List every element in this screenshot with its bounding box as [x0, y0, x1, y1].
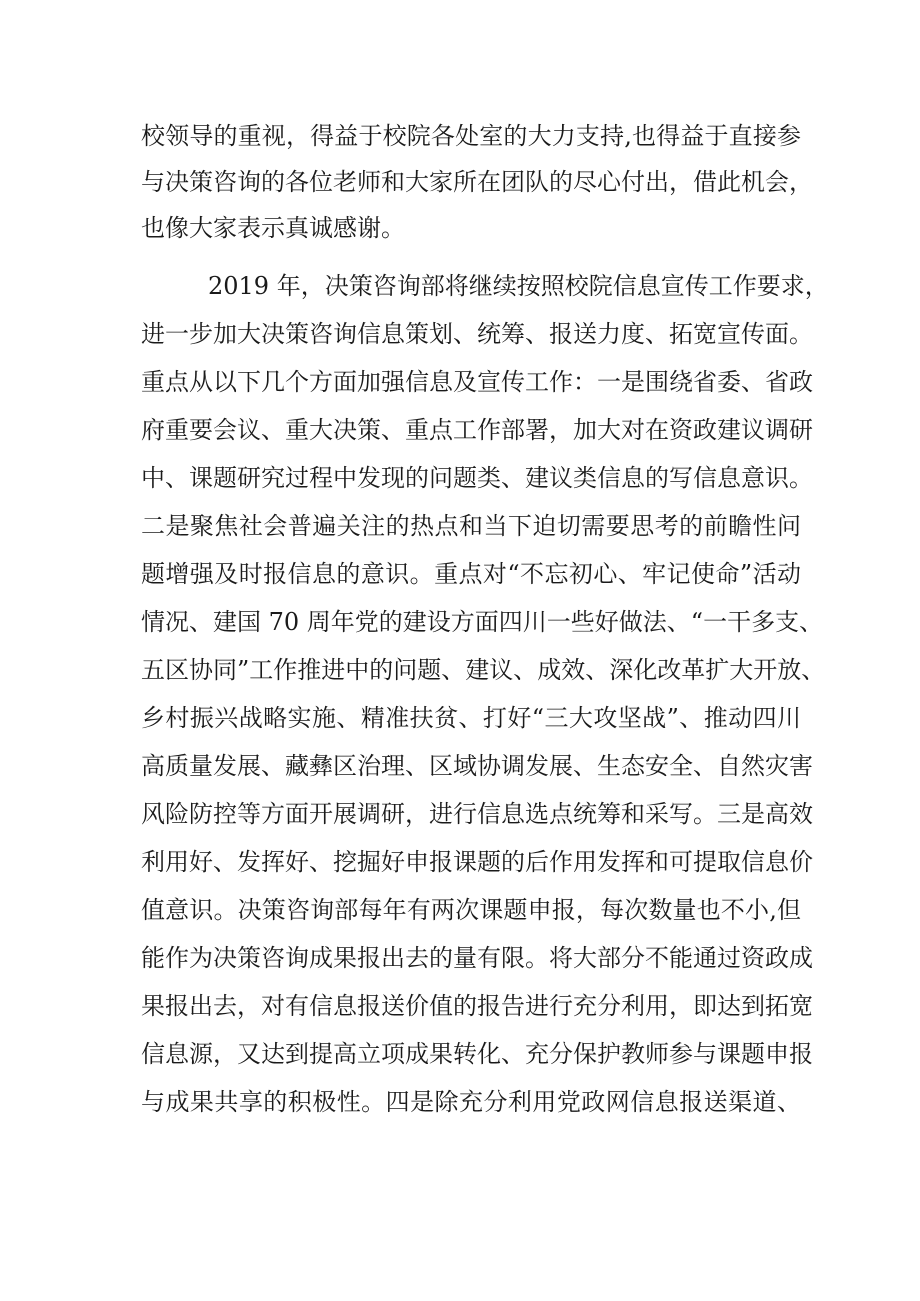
text-line: 二是聚焦社会普遍关注的热点和当下迫切需要思考的前瞻性问	[141, 512, 801, 540]
text-line: 果报出去，对有信息报送价值的报告进行充分利用，即达到拓宽	[141, 992, 813, 1020]
text-line: 校领导的重视，得益于校院各处室的大力支持,也得益于直接参	[141, 122, 801, 150]
text-line: 高质量发展、藏彝区治理、区域协调发展、生态安全、自然灾害	[141, 752, 813, 780]
paragraph-first-line: 2019 年，决策咨询部将继续按照校院信息宣传工作要求，	[208, 272, 829, 300]
text-line: 府重要会议、重大决策、重点工作部署，加大对在资政建议调研	[141, 416, 813, 444]
text-line: 信息源，又达到提高立项成果转化、充分保护教师参与课题申报	[141, 1040, 813, 1068]
text-line: 也像大家表示真诚感谢。	[141, 214, 405, 242]
text-line: 值意识。决策咨询部每年有两次课题申报，每次数量也不小,但	[141, 896, 801, 924]
text-line: 五区协同”工作推进中的问题、建议、成效、深化改革扩大开放、	[141, 656, 826, 684]
text-line: 进一步加大决策咨询信息策划、统筹、报送力度、拓宽宣传面。	[141, 320, 813, 348]
text-line: 情况、建国 70 周年党的建设方面四川一些好做法、“一干多支、	[141, 608, 824, 636]
text-line: 题增强及时报信息的意识。重点对“不忘初心、牢记使命”活动	[141, 560, 801, 588]
text-line: 中、课题研究过程中发现的问题类、建议类信息的写信息意识。	[141, 464, 813, 492]
text-line: 重点从以下几个方面加强信息及宣传工作：一是围绕省委、省政	[141, 368, 813, 396]
text-line: 与成果共享的积极性。四是除充分利用党政网信息报送渠道、	[141, 1088, 801, 1116]
text-line: 风险防控等方面开展调研，进行信息选点统筹和采写。三是高效	[141, 800, 813, 828]
text-line: 能作为决策咨询成果报出去的量有限。将大部分不能通过资政成	[141, 944, 813, 972]
text-line: 与决策咨询的各位老师和大家所在团队的尽心付出，借此机会，	[141, 168, 813, 196]
text-line: 利用好、发挥好、挖掘好申报课题的后作用发挥和可提取信息价	[141, 848, 813, 876]
text-line: 乡村振兴战略实施、精准扶贫、打好“三大攻坚战”、推动四川	[141, 704, 801, 732]
